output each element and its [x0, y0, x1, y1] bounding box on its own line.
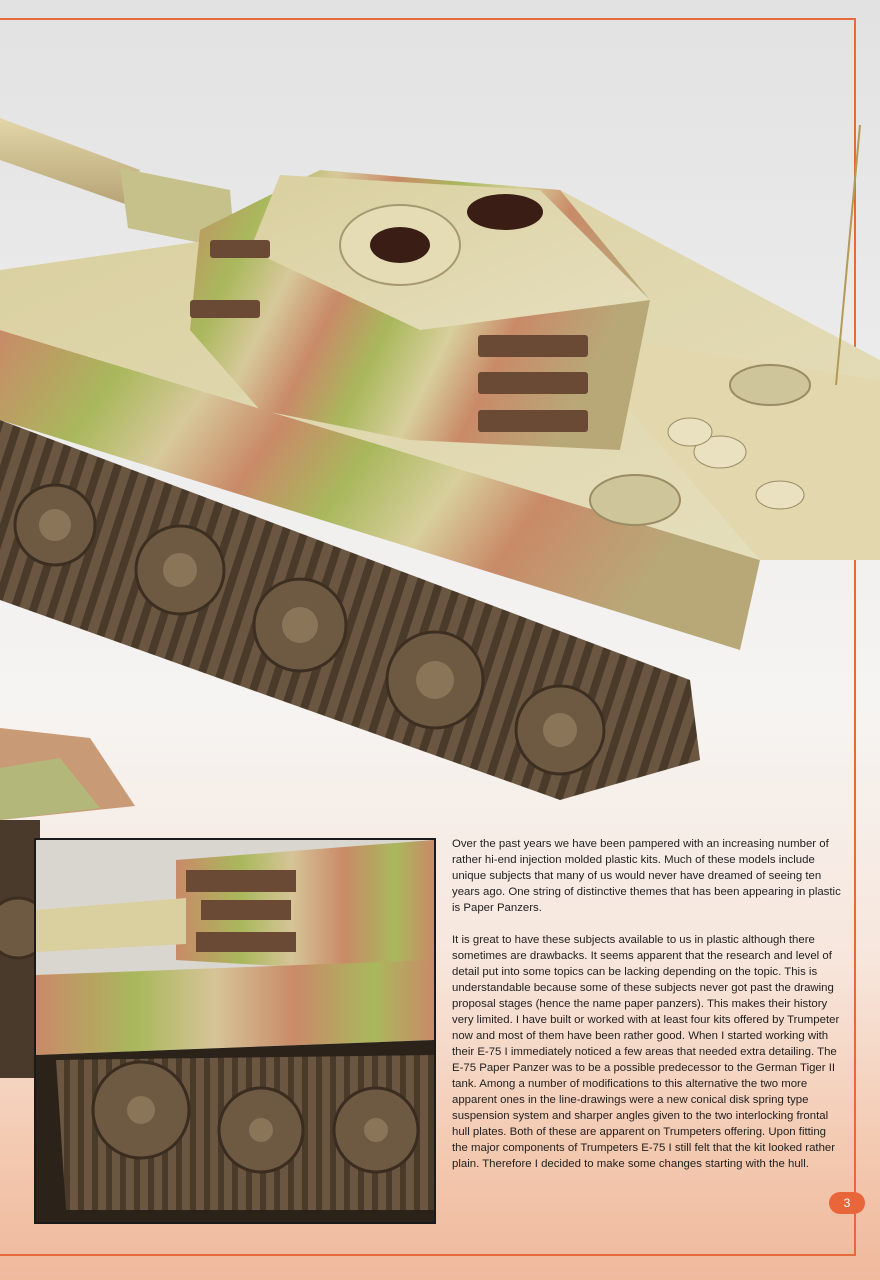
- inset-tank-photo: [34, 838, 436, 1224]
- page-number-badge: 3: [829, 1192, 865, 1214]
- article-paragraph: It is great to have these subjects available to us in plastic although there sometimes are drawbacks. It seems apparent that the research and level of detail put into some topics can be lacking depending on the topic. This is understandable because some of these subjects never got past the drawing proposal stages (hence the name paper panzers). This makes their history very limited. I have built or worked with at least four kits offered by Trumpeter now and most of them have been rather good. When I started working with their E-75 I immediately noticed a few areas that needed extra detailing. The E-75 Paper Panzer was to be a possible predecessor to the German Tiger II tank. Among a number of modifications to this alternative the two more apparent ones in the line-drawings were a new conical disk spring type suspension system and sharper angles given to the two interlocking frontal hull plates. Both of these are apparent on Trumpeters offering. Upon fitting the major components of Trumpeters E-75 I still felt that the kit looked rather plain. Therefore I decided to make some changes starting with the hull.: [452, 934, 840, 1170]
- article-body: [452, 836, 842, 1188]
- article-paragraph: Over the past years we have been pampered with an increasing number of rather hi-end injection molded plastic kits. Much of these models include unique subjects that many of us would never have dreamed of seeing ten years ago. One string of distinctive themes that has been appearing in plastic is Paper Panzers.: [452, 838, 841, 914]
